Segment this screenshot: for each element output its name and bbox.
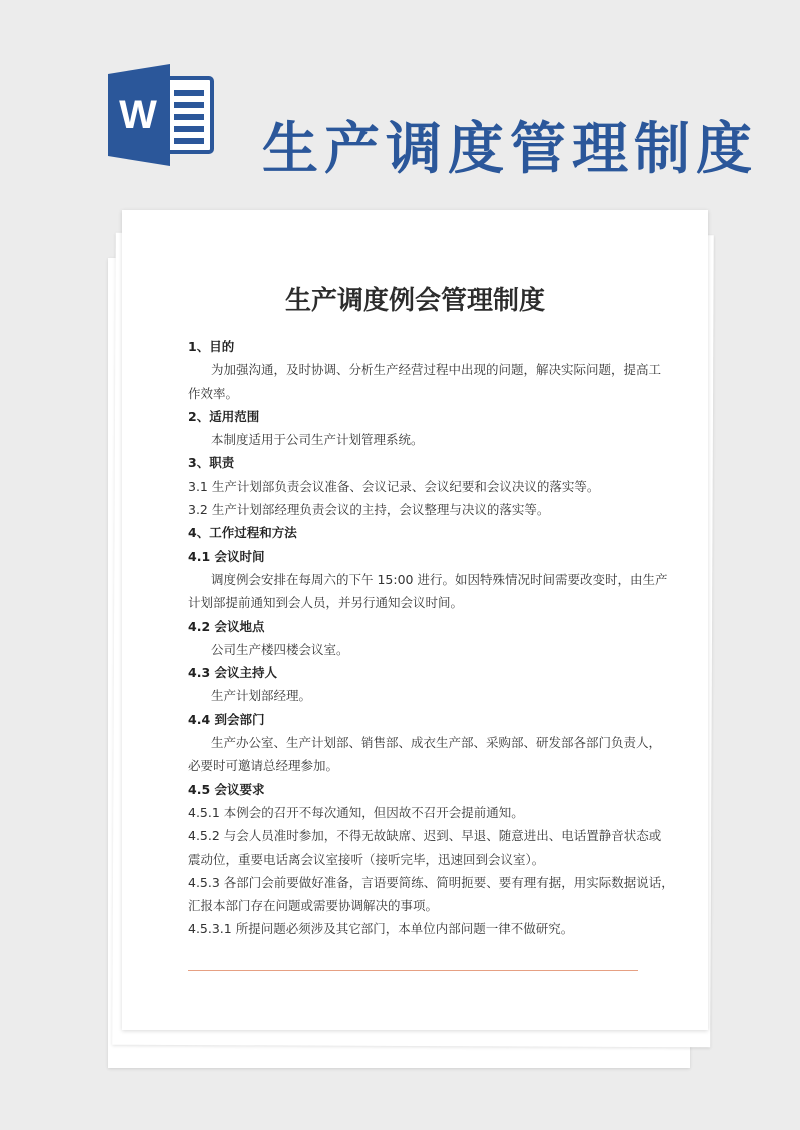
paragraph-line: 调度例会安排在每周六的下午 15:00 进行。如因特殊情况时间需要改变时，由生产: [211, 571, 668, 587]
subsection-heading: 4.1 会议时间: [188, 548, 265, 564]
subsection-heading: 4.3 会议主持人: [188, 665, 277, 681]
paragraph-line: 4.5.3 各部门会前要做好准备，言语要简练、简明扼要、要有理有据，用实际数据说话，: [188, 874, 674, 890]
subsection-heading: 4.4 到会部门: [188, 711, 265, 727]
section-heading: 4、工作过程和方法: [188, 525, 297, 541]
paragraph-line: 本制度适用于公司生产计划管理系统。: [211, 432, 424, 448]
page-header-title: 生产调度管理制度: [262, 116, 758, 182]
paragraph-line: 汇报本部门存在问题或需要协调解决的事项。: [188, 898, 439, 914]
subsection-heading: 4.5 会议要求: [188, 781, 265, 797]
section-heading: 3、职责: [188, 455, 235, 471]
word-document-icon: [108, 64, 216, 166]
document-title: 生产调度例会管理制度: [284, 286, 545, 316]
paragraph-line: 4.5.1 本例会的召开不每次通知，但因故不召开会提前通知。: [188, 804, 524, 820]
document-body: [188, 335, 674, 941]
paragraph-line: 公司生产楼四楼会议室。: [211, 641, 349, 657]
section-heading: 1、目的: [188, 339, 235, 354]
paragraph-line: 必要时可邀请总经理参加。: [188, 758, 339, 774]
subsection-heading: 4.2 会议地点: [188, 618, 265, 634]
section-heading: 2、适用范围: [188, 408, 260, 424]
paragraph-line: 震动位，重要电话离会议室接听（接听完毕，迅速回到会议室）。: [188, 851, 545, 867]
footer-divider: [188, 970, 638, 971]
document-page: [122, 210, 708, 1030]
paragraph-line: 计划部提前通知到会人员，并另行通知会议时间。: [188, 595, 464, 611]
paragraph-line: 4.5.2 与会人员准时参加，不得无故缺席、迟到、早退、随意进出、电话置静音状态或: [188, 828, 662, 844]
word-letter: W: [119, 93, 157, 137]
paragraph-line: 生产计划部经理。: [211, 688, 312, 704]
paragraph-line: 3.2 生产计划部经理负责会议的主持，会议整理与决议的落实等。: [188, 502, 550, 518]
paragraph-line: 4.5.3.1 所提问题必须涉及其它部门，本单位内部问题一律不做研究。: [188, 921, 574, 937]
paragraph-line: 为加强沟通，及时协调、分析生产经营过程中出现的问题，解决实际问题，提高工: [211, 362, 662, 378]
paragraph-line: 作效率。: [188, 385, 239, 401]
paragraph-line: 生产办公室、生产计划部、销售部、成衣生产部、采购部、研发部各部门负责人，: [211, 735, 662, 751]
page-header: [0, 0, 800, 200]
paragraph-line: 3.1 生产计划部负责会议准备、会议记录、会议纪要和会议决议的落实等。: [188, 478, 600, 494]
